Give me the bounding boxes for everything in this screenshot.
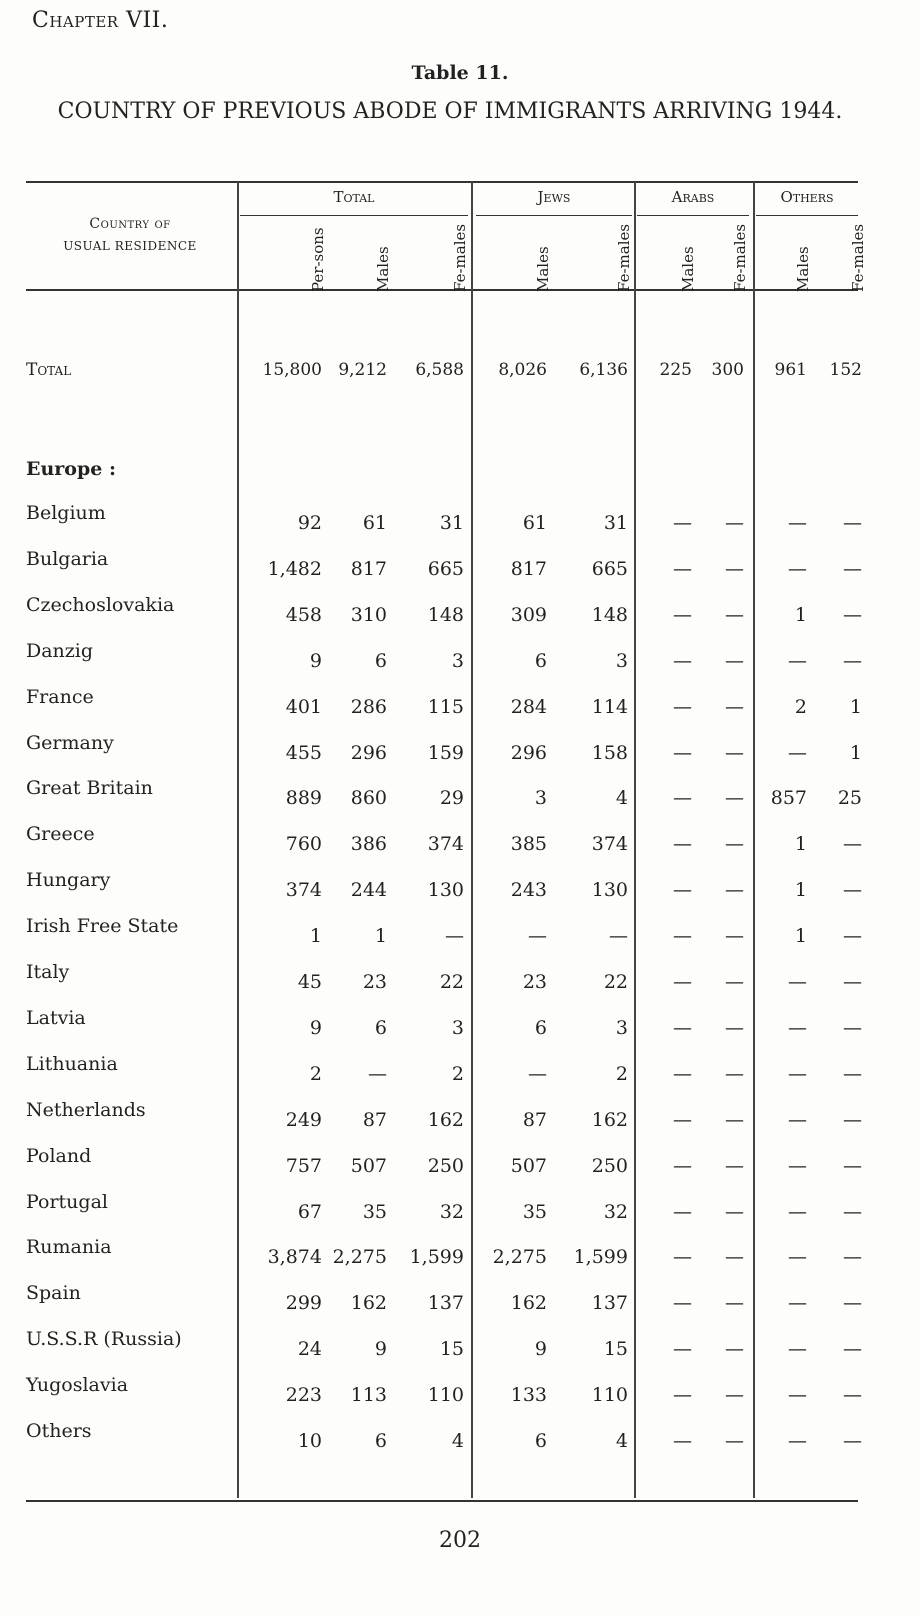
table-row [0, 1420, 920, 1454]
country-name: Danzig [26, 639, 94, 662]
table-cell: 961 [774, 360, 807, 380]
section-label-europe: Europe : [26, 458, 116, 480]
table-cell: — [528, 1062, 547, 1085]
table-cell: — [725, 879, 744, 902]
table-row [0, 1052, 920, 1087]
table-cell: 113 [350, 1384, 387, 1407]
table-cell: 23 [522, 971, 547, 993]
table-cell: 15 [439, 1338, 464, 1361]
table-cell: 23 [362, 971, 387, 993]
table-cell: — [843, 1016, 862, 1039]
table-cell: 61 [362, 512, 387, 534]
table-cell: — [725, 971, 744, 993]
table-cell: 665 [427, 557, 464, 580]
table-cell: 6 [534, 649, 547, 672]
table-cell: — [445, 925, 464, 948]
table-cell: 114 [591, 695, 628, 718]
country-name: Czechoslovakia [26, 593, 175, 616]
table-cell: 817 [350, 557, 387, 580]
table-cell: — [843, 1246, 862, 1269]
table-cell: — [673, 649, 692, 672]
table-cell: — [673, 787, 692, 810]
table-cell: 889 [285, 787, 322, 810]
table-cell: 1,599 [409, 1246, 464, 1269]
country-name: Bulgaria [26, 547, 109, 570]
table-cell: 455 [285, 741, 322, 764]
table-cell: 22 [603, 971, 628, 993]
table-cell: 1,482 [267, 557, 322, 580]
column-header-label: Males [794, 246, 812, 292]
country-name: Great Britain [26, 777, 153, 800]
table-cell: 115 [427, 695, 464, 718]
table-cell: 137 [591, 1292, 628, 1315]
table-cell: 6,588 [415, 360, 464, 380]
table-cell: 310 [350, 603, 387, 626]
table-cell: — [725, 1246, 744, 1269]
table-cell: — [673, 695, 692, 718]
table-cell: 2,275 [332, 1246, 387, 1269]
table-cell: 1 [794, 879, 807, 902]
table-cell: — [843, 1430, 862, 1452]
country-name: France [26, 685, 94, 708]
table-cell: 1,599 [573, 1246, 628, 1269]
table-cell: 31 [439, 512, 464, 534]
total-group-rule [240, 215, 468, 216]
table-cell: 162 [350, 1292, 387, 1315]
table-cell: — [725, 1292, 744, 1315]
table-row [0, 1236, 920, 1270]
table-cell: 1 [309, 925, 322, 948]
table-cell: — [788, 1338, 807, 1361]
column-header [515, 222, 555, 292]
table-cell: 1 [794, 833, 807, 856]
table-row [0, 1328, 920, 1362]
table-cell: 162 [427, 1108, 464, 1131]
table-cell: 10 [297, 1430, 322, 1452]
table-cell: 374 [427, 833, 464, 856]
table-cell: — [843, 1200, 862, 1223]
table-cell: — [725, 1062, 744, 1085]
table-cell: — [673, 1154, 692, 1177]
table-cell: 1 [849, 695, 862, 718]
bottom-rule [26, 1500, 858, 1502]
column-header-label: Fe-males [849, 223, 867, 292]
table-cell: — [725, 1384, 744, 1407]
table-cell: — [528, 925, 547, 948]
table-cell: — [843, 833, 862, 856]
country-name: Total [26, 360, 72, 380]
column-header-label: Per-sons [309, 227, 327, 292]
table-cell: 223 [285, 1384, 322, 1407]
table-cell: 249 [285, 1108, 322, 1131]
table-cell: 757 [285, 1154, 322, 1177]
table-cell: — [843, 971, 862, 993]
table-row [0, 915, 920, 949]
table-cell: — [788, 1016, 807, 1039]
column-header [290, 222, 330, 292]
table-cell: — [725, 603, 744, 626]
column-header [355, 222, 395, 292]
table-cell: 87 [522, 1108, 547, 1131]
country-name: Netherlands [26, 1098, 146, 1121]
table-cell: 133 [510, 1384, 547, 1407]
table-cell: 284 [510, 695, 547, 718]
table-row [0, 777, 920, 811]
column-header-label: Males [374, 246, 392, 292]
table-cell: 1 [849, 741, 862, 764]
table-row [0, 360, 920, 390]
table-row [0, 593, 920, 628]
table-cell: — [843, 1292, 862, 1315]
table-cell: — [843, 1338, 862, 1361]
table-cell: — [788, 557, 807, 580]
table-cell: 3 [615, 1016, 628, 1039]
table-cell: 6,136 [579, 360, 628, 380]
table-row [0, 1144, 920, 1179]
table-cell: — [725, 1200, 744, 1223]
group-header-others: Others [780, 188, 834, 206]
table-row [0, 961, 920, 995]
table-cell: 6 [534, 1430, 547, 1452]
table-cell: 110 [591, 1384, 628, 1407]
column-header-label: Males [679, 246, 697, 292]
country-name: Rumania [26, 1236, 112, 1259]
table-cell: — [725, 557, 744, 580]
table-cell: 1 [794, 925, 807, 948]
table-row [0, 685, 920, 720]
table-cell: 4 [615, 1430, 628, 1452]
table-cell: — [725, 1108, 744, 1131]
table-cell: 130 [427, 879, 464, 902]
table-cell: — [673, 557, 692, 580]
table-cell: 385 [510, 833, 547, 856]
jews-group-rule [476, 215, 632, 216]
group-header-total: Total [333, 188, 375, 206]
table-cell: 299 [285, 1292, 322, 1315]
table-cell: 1 [794, 603, 807, 626]
table-cell: — [843, 1062, 862, 1085]
table-cell: — [673, 512, 692, 534]
table-cell: 6 [374, 649, 387, 672]
country-name: Poland [26, 1144, 92, 1167]
table-cell: — [673, 603, 692, 626]
table-cell: — [725, 1154, 744, 1177]
table-cell: — [673, 1384, 692, 1407]
table-cell: 61 [522, 512, 547, 534]
column-header [775, 222, 815, 292]
table-cell: 2 [794, 695, 807, 718]
column-header [596, 222, 636, 292]
table-cell: — [788, 649, 807, 672]
table-cell: — [788, 1246, 807, 1269]
table-cell: 2 [451, 1062, 464, 1085]
table-cell: — [725, 833, 744, 856]
table-cell: 9 [374, 1338, 387, 1361]
table-cell: — [673, 971, 692, 993]
country-column-header [30, 213, 230, 257]
table-cell: 35 [522, 1200, 547, 1223]
country-name: Belgium [26, 502, 106, 524]
table-cell: 87 [362, 1108, 387, 1131]
table-cell: 374 [285, 879, 322, 902]
table-cell: 3,874 [267, 1246, 322, 1269]
table-cell: 9,212 [338, 360, 387, 380]
table-title: COUNTRY OF PREVIOUS ABODE OF IMMIGRANTS ARRIVING 1944. [57, 99, 843, 124]
table-cell: — [725, 649, 744, 672]
table-cell: 817 [510, 557, 547, 580]
table-cell: 15 [603, 1338, 628, 1361]
country-name: U.S.S.R (Russia) [26, 1328, 182, 1351]
table-cell: 300 [711, 360, 744, 380]
table-cell: 137 [427, 1292, 464, 1315]
table-cell: — [788, 1430, 807, 1452]
country-name: Spain [26, 1282, 81, 1305]
table-cell: — [843, 603, 862, 626]
table-cell: — [788, 741, 807, 764]
table-cell: — [843, 1384, 862, 1407]
country-name: Lithuania [26, 1052, 118, 1075]
table-cell: 8,026 [498, 360, 547, 380]
table-cell: 162 [510, 1292, 547, 1315]
country-name: Portugal [26, 1190, 108, 1213]
country-header-line1: Country of [89, 216, 171, 232]
table-cell: — [673, 741, 692, 764]
table-cell: 67 [297, 1200, 322, 1223]
table-cell: 1 [374, 925, 387, 948]
table-cell: 31 [603, 512, 628, 534]
table-cell: — [673, 879, 692, 902]
table-cell: — [843, 1108, 862, 1131]
table-cell: — [673, 1246, 692, 1269]
table-cell: 225 [659, 360, 692, 380]
table-cell: 130 [591, 879, 628, 902]
table-cell: — [673, 1108, 692, 1131]
table-cell: 15,800 [262, 360, 322, 380]
country-name: Greece [26, 823, 95, 846]
column-header-label: Fe-males [451, 223, 469, 292]
table-cell: 6 [374, 1016, 387, 1039]
table-cell: — [843, 512, 862, 534]
table-cell: 152 [829, 360, 862, 380]
table-cell: 309 [510, 603, 547, 626]
table-cell: — [725, 1338, 744, 1361]
table-cell: 860 [350, 787, 387, 810]
table-row [0, 1006, 920, 1041]
table-cell: 158 [591, 741, 628, 764]
country-name: Yugoslavia [26, 1374, 129, 1397]
table-cell: 9 [309, 649, 322, 672]
table-cell: 507 [350, 1154, 387, 1177]
country-name: Irish Free State [26, 915, 179, 938]
table-cell: 374 [591, 833, 628, 856]
table-cell: — [788, 512, 807, 534]
country-name: Others [26, 1420, 92, 1442]
table-cell: 250 [427, 1154, 464, 1177]
table-cell: — [725, 741, 744, 764]
table-cell: — [609, 925, 628, 948]
table-row [0, 639, 920, 674]
others-group-rule [756, 215, 858, 216]
table-cell: 159 [427, 741, 464, 764]
group-header-jews: Jews [537, 188, 571, 206]
table-cell: 244 [350, 879, 387, 902]
table-cell: — [788, 1384, 807, 1407]
table-cell: 148 [591, 603, 628, 626]
table-cell: 3 [534, 787, 547, 810]
table-cell: — [725, 512, 744, 534]
table-cell: 243 [510, 879, 547, 902]
column-header-label: Fe-males [731, 223, 749, 292]
arabs-group-rule [637, 215, 749, 216]
table-cell: 857 [770, 787, 807, 810]
table-cell: — [788, 971, 807, 993]
country-name: Hungary [26, 869, 111, 892]
table-cell: 286 [350, 695, 387, 718]
table-cell: 32 [439, 1200, 464, 1223]
table-row [0, 547, 920, 582]
table-cell: — [843, 925, 862, 948]
group-header-arabs: Arabs [671, 188, 715, 206]
table-cell: — [673, 1016, 692, 1039]
table-cell: 32 [603, 1200, 628, 1223]
table-cell: 507 [510, 1154, 547, 1177]
table-cell: 92 [297, 512, 322, 534]
table-cell: 29 [439, 787, 464, 810]
table-cell: — [725, 925, 744, 948]
table-cell: 2 [615, 1062, 628, 1085]
table-cell: 22 [439, 971, 464, 993]
table-cell: — [725, 1430, 744, 1452]
table-cell: 4 [615, 787, 628, 810]
table-cell: — [673, 1200, 692, 1223]
table-row [0, 502, 920, 536]
table-cell: — [368, 1062, 387, 1085]
country-name: Latvia [26, 1006, 86, 1029]
table-cell: 110 [427, 1384, 464, 1407]
table-cell: 296 [350, 741, 387, 764]
column-header [712, 222, 752, 292]
table-cell: 2 [309, 1062, 322, 1085]
table-cell: 458 [285, 603, 322, 626]
table-cell: 296 [510, 741, 547, 764]
table-row [0, 823, 920, 857]
table-cell: — [673, 1292, 692, 1315]
table-cell: 250 [591, 1154, 628, 1177]
table-cell: 6 [534, 1016, 547, 1039]
table-cell: — [673, 833, 692, 856]
table-row [0, 869, 920, 903]
page-number: 202 [439, 1528, 481, 1553]
table-row [0, 1374, 920, 1408]
table-cell: 9 [309, 1016, 322, 1039]
table-cell: 9 [534, 1338, 547, 1361]
table-row [0, 1282, 920, 1316]
table-cell: — [788, 1200, 807, 1223]
table-cell: — [788, 1154, 807, 1177]
table-cell: 3 [615, 649, 628, 672]
table-cell: 665 [591, 557, 628, 580]
table-cell: 45 [297, 971, 322, 993]
table-cell: — [843, 649, 862, 672]
table-row [0, 1098, 920, 1133]
column-header [830, 222, 870, 292]
country-name: Germany [26, 731, 114, 754]
table-cell: 148 [427, 603, 464, 626]
chapter-heading: Chapter VII. [32, 8, 169, 33]
table-cell: — [725, 1016, 744, 1039]
table-cell: 35 [362, 1200, 387, 1223]
table-cell: — [673, 1338, 692, 1361]
table-cell: 4 [451, 1430, 464, 1452]
table-cell: 3 [451, 649, 464, 672]
table-number: Table 11. [411, 62, 509, 84]
country-header-line2: USUAL RESIDENCE [63, 239, 197, 253]
table-cell: — [673, 925, 692, 948]
column-header [660, 222, 700, 292]
table-cell: — [843, 557, 862, 580]
table-cell: 162 [591, 1108, 628, 1131]
column-header-label: Fe-males [615, 223, 633, 292]
table-cell: 760 [285, 833, 322, 856]
table-cell: — [725, 695, 744, 718]
table-cell: 6 [374, 1430, 387, 1452]
table-cell: 386 [350, 833, 387, 856]
column-header [432, 222, 472, 292]
table-cell: — [673, 1062, 692, 1085]
table-cell: — [673, 1430, 692, 1452]
top-rule [26, 181, 858, 183]
country-name: Italy [26, 961, 70, 983]
table-cell: 25 [837, 787, 862, 810]
table-cell: — [725, 787, 744, 810]
table-cell: — [788, 1292, 807, 1315]
table-cell: 24 [297, 1338, 322, 1361]
table-row [0, 731, 920, 766]
table-cell: — [843, 1154, 862, 1177]
column-header-label: Males [534, 246, 552, 292]
table-cell: — [788, 1062, 807, 1085]
table-cell: — [843, 879, 862, 902]
table-cell: 2,275 [492, 1246, 547, 1269]
table-row [0, 1190, 920, 1225]
table-cell: 3 [451, 1016, 464, 1039]
table-cell: 401 [285, 695, 322, 718]
table-cell: — [788, 1108, 807, 1131]
